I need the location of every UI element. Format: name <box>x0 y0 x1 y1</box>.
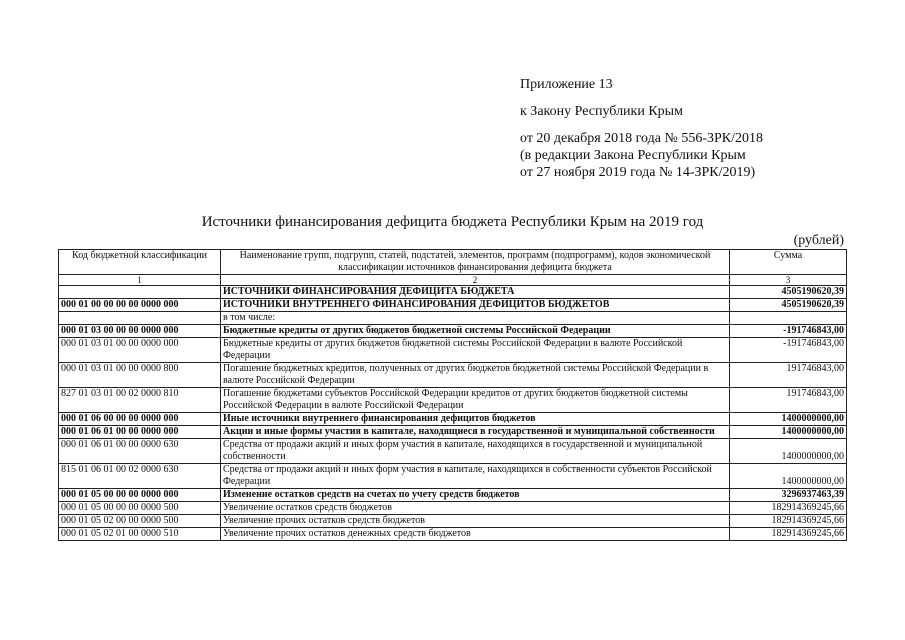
row-code: 827 01 03 01 00 02 0000 810 <box>59 388 221 413</box>
column-number: 2 <box>221 275 730 286</box>
row-name: Акции и иные формы участия в капитале, находящиеся в государственной и муниципальной собственности <box>221 426 730 439</box>
row-code: 815 01 06 01 00 02 0000 630 <box>59 464 221 489</box>
appendix-law-reference: к Закону Республики Крым <box>520 104 683 119</box>
row-code: 000 01 05 00 00 00 0000 000 <box>59 489 221 502</box>
table-row <box>59 413 847 426</box>
row-code <box>59 312 221 325</box>
table-row <box>59 299 847 312</box>
row-code: 000 01 03 01 00 00 0000 800 <box>59 363 221 388</box>
table-row <box>59 388 847 413</box>
appendix-law-date: от 20 декабря 2018 года № 556-ЗРК/2018 <box>520 131 764 146</box>
row-sum: 1400000000,00 <box>730 426 847 439</box>
row-sum: 1400000000,00 <box>730 439 847 464</box>
row-name: Бюджетные кредиты от других бюджетов бюджетной системы Российской Федерации <box>221 325 730 338</box>
row-sum: -191746843,00 <box>730 325 847 338</box>
row-name: ИСТОЧНИКИ ВНУТРЕННЕГО ФИНАНСИРОВАНИЯ ДЕФИЦИТОВ БЮДЖЕТОВ <box>221 299 730 312</box>
row-sum <box>730 312 847 325</box>
header-code: Код бюджетной классификации <box>59 250 221 275</box>
table-row <box>59 286 847 299</box>
table-row <box>59 439 847 464</box>
row-code: 000 01 06 00 00 00 0000 000 <box>59 413 221 426</box>
currency-unit: (рублей) <box>793 233 844 248</box>
row-code: 000 01 05 02 00 00 0000 500 <box>59 515 221 528</box>
row-name: Бюджетные кредиты от других бюджетов бюджетной системы Российской Федерации в валюте Российской Федерации <box>221 338 730 363</box>
table-row <box>59 338 847 363</box>
column-number: 3 <box>730 275 847 286</box>
table-row <box>59 528 847 541</box>
column-number-row <box>59 275 847 286</box>
row-sum: -191746843,00 <box>730 338 847 363</box>
row-code: 000 01 06 01 00 00 0000 630 <box>59 439 221 464</box>
row-name: Изменение остатков средств на счетах по учету средств бюджетов <box>221 489 730 502</box>
row-name: Иные источники внутреннего финансирования дефицитов бюджетов <box>221 413 730 426</box>
row-sum: 182914369245,66 <box>730 528 847 541</box>
row-name: в том числе: <box>221 312 730 325</box>
row-name: ИСТОЧНИКИ ФИНАНСИРОВАНИЯ ДЕФИЦИТА БЮДЖЕТА <box>221 286 730 299</box>
appendix-revision-line2: от 27 ноября 2019 года № 14-ЗРК/2019) <box>520 165 756 180</box>
column-number: 1 <box>59 275 221 286</box>
table-row <box>59 325 847 338</box>
row-name: Увеличение прочих остатков денежных средств бюджетов <box>221 528 730 541</box>
table-row <box>59 502 847 515</box>
appendix-number: Приложение 13 <box>520 77 613 92</box>
appendix-block <box>520 76 763 181</box>
row-code <box>59 286 221 299</box>
table-row <box>59 312 847 325</box>
table-row <box>59 426 847 439</box>
row-code: 000 01 03 00 00 00 0000 000 <box>59 325 221 338</box>
header-name: Наименование групп, подгрупп, статей, подстатей, элементов, программ (подпрограмм), кодов экономической классификации источников финансирования дефицита бюджета <box>221 250 730 275</box>
row-sum: 4505190620,39 <box>730 286 847 299</box>
appendix-revision-line1: (в редакции Закона Республики Крым <box>520 148 746 163</box>
table-header-row <box>59 250 847 275</box>
header-sum: Сумма <box>730 250 847 275</box>
row-code: 000 01 06 01 00 00 0000 000 <box>59 426 221 439</box>
row-sum: 182914369245,66 <box>730 502 847 515</box>
row-name: Погашение бюджетных кредитов, полученных от других бюджетов бюджетной системы Российской Федерации в валюте Российской Федерации <box>221 363 730 388</box>
table-row <box>59 363 847 388</box>
row-sum: 191746843,00 <box>730 388 847 413</box>
row-code: 000 01 05 00 00 00 0000 500 <box>59 502 221 515</box>
row-code: 000 01 00 00 00 00 0000 000 <box>59 299 221 312</box>
row-name: Увеличение прочих остатков средств бюджетов <box>221 515 730 528</box>
row-name: Средства от продажи акций и иных форм участия в капитале, находящихся в государственной и муниципальной собственности <box>221 439 730 464</box>
row-sum: 1400000000,00 <box>730 413 847 426</box>
document-title: Источники финансирования дефицита бюджета Республики Крым на 2019 год <box>201 214 704 230</box>
row-sum: 1400000000,00 <box>730 464 847 489</box>
row-name: Увеличение остатков средств бюджетов <box>221 502 730 515</box>
row-name: Погашение бюджетами субъектов Российской Федерации кредитов от других бюджетов бюджетной системы Российской Федерации в валюте Российской Федерации <box>221 388 730 413</box>
row-name: Средства от продажи акций и иных форм участия в капитале, находящихся в собственности субъектов Российской Федерации <box>221 464 730 489</box>
table-row <box>59 515 847 528</box>
row-sum: 182914369245,66 <box>730 515 847 528</box>
row-sum: 191746843,00 <box>730 363 847 388</box>
row-code: 000 01 03 01 00 00 0000 000 <box>59 338 221 363</box>
row-code: 000 01 05 02 01 00 0000 510 <box>59 528 221 541</box>
budget-table <box>58 249 847 541</box>
row-sum: 3296937463,39 <box>730 489 847 502</box>
table-row <box>59 464 847 489</box>
row-sum: 4505190620,39 <box>730 299 847 312</box>
table-row <box>59 489 847 502</box>
